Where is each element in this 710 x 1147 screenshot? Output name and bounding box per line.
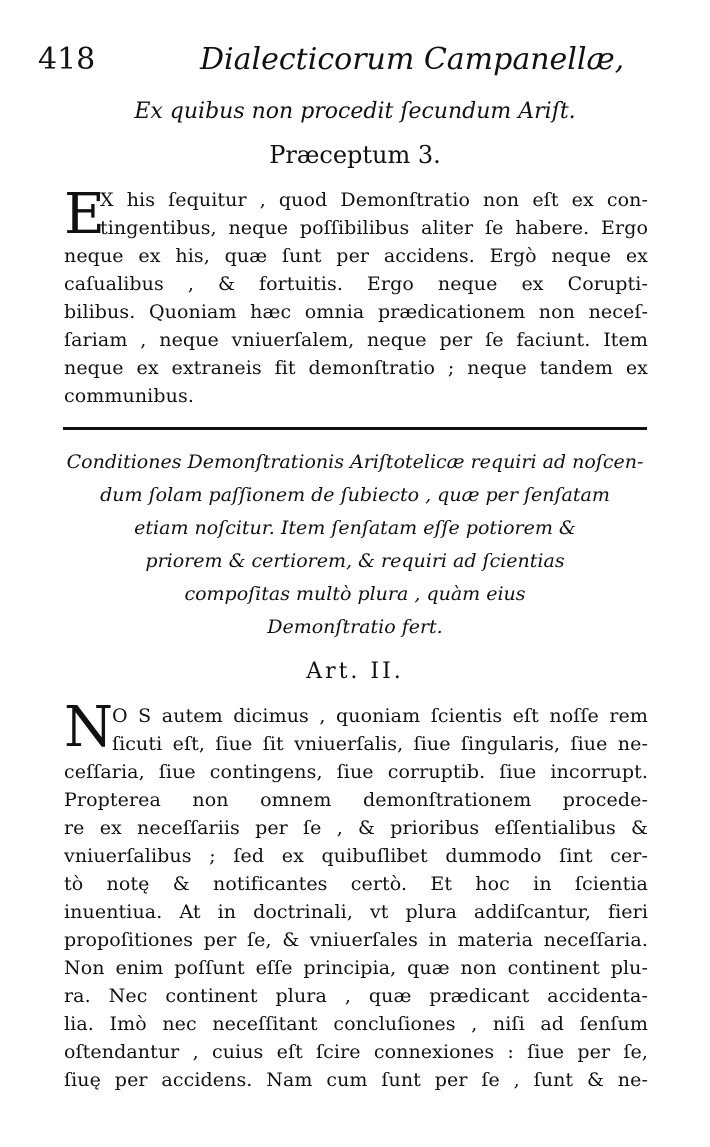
summary-line: priorem & certiorem, & requiri ad ſcientias [145,550,565,572]
text-line: propoſitiones per ſe, & vniuerſales in materia neceſſaria. [64,929,648,951]
summary-line: dum ſolam paſſionem de ſubiecto , quæ per ſenſatam [100,484,610,506]
text-line: vniuerſalibus ; ſed ex quibuſlibet dummodo ſint cer- [64,845,648,867]
text-line: tingentibus, neque poſſibilibus aliter ſe habere. Ergo [100,217,648,239]
text-line: neque ex extraneis fit demonſtratio ; neque tandem ex [64,357,648,379]
drop-cap-e: E [64,182,105,247]
precept-heading: Præceptum 3. [269,141,441,169]
text-line: X his ſequitur , quod Demonſtratio non eſt ex con- [100,189,648,211]
text-line: tò notę & notificantes certò. Et hoc in ſcientia [64,873,648,895]
page-number: 418 [38,42,96,77]
section-divider [63,427,647,430]
text-line: communibus. [64,385,194,407]
text-line: inuentiua. At in doctrinali, vt plura addiſcantur, fieri [64,901,648,923]
section-subtitle: Ex quibus non procedit ſecundum Ariſt. [134,99,576,124]
text-line: neque ex his, quæ ſunt per accidens. Ergò neque ex [64,245,648,267]
drop-cap-n: N [64,695,113,760]
text-line: Non enim poſſunt eſſe principia, quæ non continent plu- [64,957,648,979]
text-line: Propterea non omnem demonſtrationem procede- [64,789,648,811]
summary-line: Conditiones Demonſtrationis Ariſtotelicæ requiri ad noſcen- [66,451,644,473]
text-line: bilibus. Quoniam hæc omnia prædicationem non neceſ- [64,301,648,323]
text-line: ſicuti eſt, ſiue ſit vniuerſalis, ſiue ſingularis, ſiue ne- [112,733,648,755]
text-line: ſiuę per accidens. Nam cum ſunt per ſe , ſunt & ne- [64,1069,648,1091]
text-line: oſtendantur , cuius eſt ſcire connexiones : ſiue per ſe, [64,1041,648,1063]
text-line: O S autem dicimus , quoniam ſcientis eſt noſſe rem [112,705,648,727]
text-line: ra. Nec continent plura , quæ prædicant accidenta- [64,985,648,1007]
text-line: ceſſaria, ſiue contingens, ſiue corruptib. ſiue incorrupt. [64,761,648,783]
summary-line: Demonſtratio fert. [267,616,443,638]
article-heading: Art. II. [306,659,404,684]
text-line: re ex neceſſariis per ſe , & prioribus eſſentialibus & [64,817,648,839]
text-line: ſariam , neque vniuerſalem, neque per ſe faciunt. Item [64,329,648,351]
summary-line: etiam noſcitur. Item ſenſatam eſſe potiorem & [134,517,576,539]
summary-line: compoſitas multò plura , quàm eius [184,583,526,605]
text-line: caſualibus , & fortuitis. Ergo neque ex Corupti- [64,273,648,295]
text-line: lia. Imò nec neceſſitant concluſiones , niſi ad ſenſum [64,1013,648,1035]
running-title: Dialecticorum Campanellæ, [200,42,625,77]
